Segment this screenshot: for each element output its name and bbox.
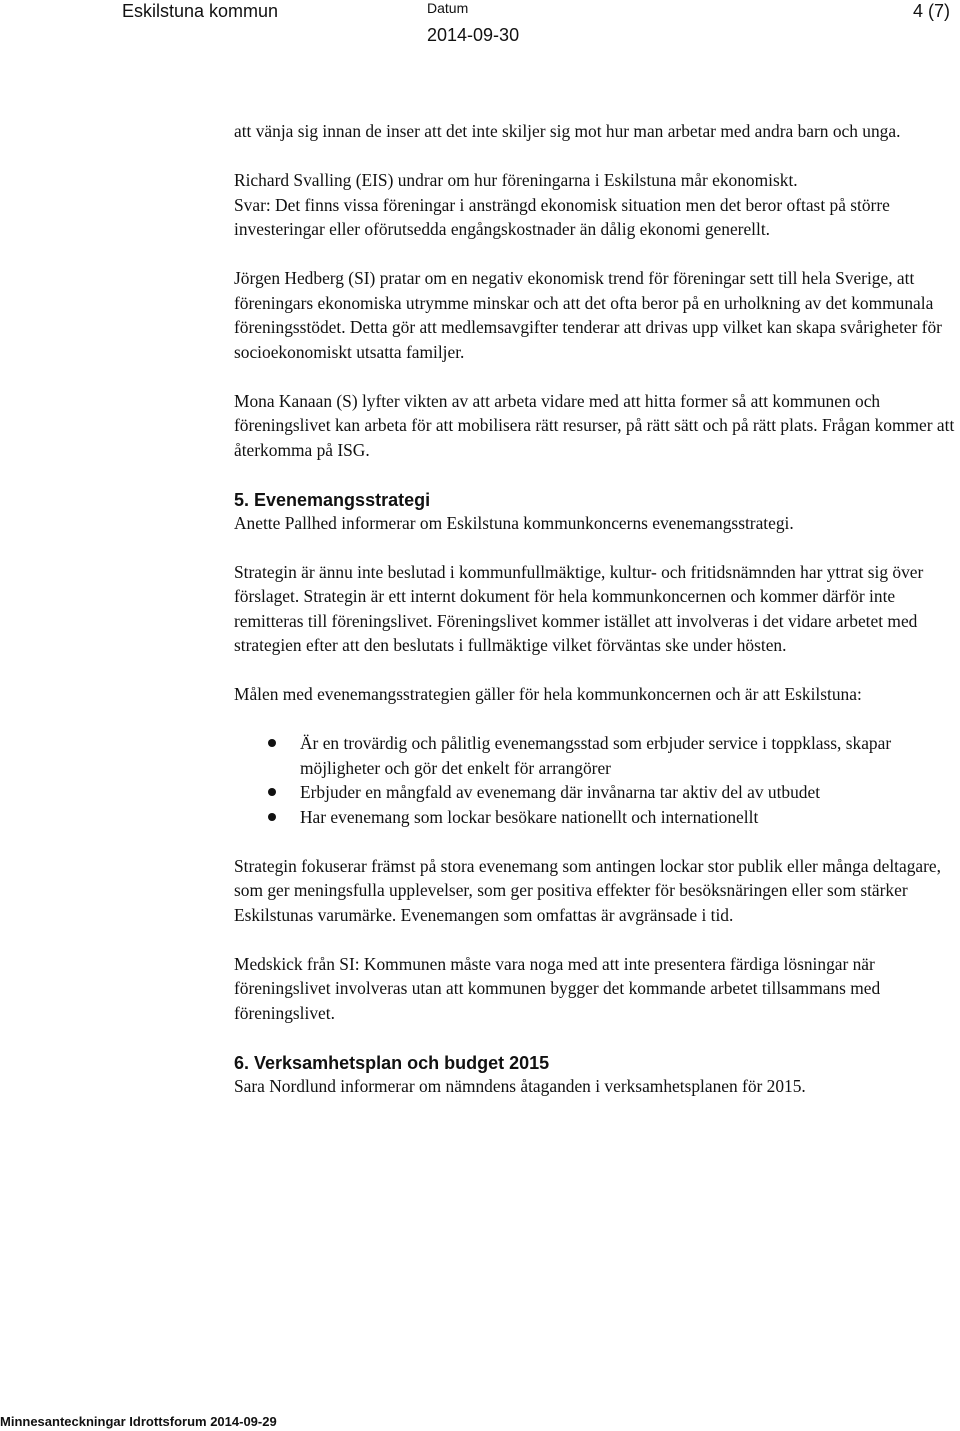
list-item-text: Är en trovärdig och pålitlig evenemangsstad som erbjuder service i toppklass, skapar möjligheter och gör det enkelt för arrangörer bbox=[300, 733, 892, 778]
organization-name: Eskilstuna kommun bbox=[122, 1, 279, 21]
paragraph: Strategin är ännu inte beslutad i kommunfullmäktige, kultur- och fritidsnämnden har yttrat sig över förslaget. Strategin är ett internt dokument för hela kommunkoncernen och kommer därför inte remitteras till föreningslivet. Föreningslivet kommer istället att involveras i det vidare arbetet med strategien efter att den beslutats i fullmäktige vilket förväntas ske under hösten. bbox=[234, 561, 924, 655]
page-footer: Minnesanteckningar Idrottsforum 2014-09-29 bbox=[0, 1414, 277, 1429]
document-date: 2014-09-30 bbox=[427, 25, 520, 45]
document-body bbox=[234, 119, 958, 1123]
paragraph: att vänja sig innan de inser att det inte skiljer sig mot hur man arbetar med andra barn och unga. bbox=[234, 121, 901, 141]
paragraph: Jörgen Hedberg (SI) pratar om en negativ ekonomisk trend för föreningar sett till hela Sverige, att föreningars ekonomiska utrymme minskar och att det ofta beror på en urholkning av det kommunala föreningsstödet. Detta gör att medlemsavgifter tenderar att drivas upp vilket kan skapa svårigheter för socioekonomiskt utsatta familjer. bbox=[234, 268, 942, 362]
paragraph: Sara Nordlund informerar om nämndens åtaganden i verksamhetsplanen för 2015. bbox=[234, 1075, 806, 1096]
paragraph: Strategin fokuserar främst på stora evenemang som antingen lockar stor publik eller många deltagare, som ger meningsfulla upplevelser, som ger positiva effekter för besöksnäringen eller som stärker Eskilstunas varumärke. Evenemangen som omfattas är avgränsade i tid. bbox=[234, 855, 941, 925]
paragraph: Mona Kanaan (S) lyfter vikten av att arbeta vidare med att hitta former så att kommunen och föreningslivet kan arbeta för att mobilisera rätt resurser, på rätt sätt och på rätt plats. Frågan kommer att återkomma på ISG. bbox=[234, 390, 955, 460]
paragraph: Målen med evenemangsstrategien gäller för hela kommunkoncernen och är att Eskilstuna: bbox=[234, 684, 862, 704]
section-heading: 6. Verksamhetsplan och budget 2015 bbox=[234, 1052, 550, 1073]
paragraph: Anette Pallhed informerar om Eskilstuna kommunkoncerns evenemangsstrategi. bbox=[234, 512, 794, 533]
goals-list bbox=[234, 731, 958, 829]
list-item bbox=[234, 731, 958, 780]
section-heading: 5. Evenemangsstrategi bbox=[234, 489, 431, 510]
page-number: 4 (7) bbox=[912, 1, 950, 21]
date-label: Datum bbox=[427, 0, 469, 16]
bullet-icon bbox=[268, 788, 276, 796]
paragraph: Richard Svalling (EIS) undrar om hur föreningarna i Eskilstuna mår ekonomiskt. bbox=[234, 170, 798, 190]
list-item bbox=[234, 805, 958, 830]
bullet-icon bbox=[268, 813, 276, 821]
paragraph: Svar: Det finns vissa föreningar i ansträngd ekonomisk situation men det beror oftast på större investeringar eller oförutsedda engångskostnader än dålig ekonomi generellt. bbox=[234, 194, 890, 239]
paragraph: Medskick från SI: Kommunen måste vara noga med att inte presentera färdiga lösningar när föreningslivet involveras utan att kommunen bygger det kommande arbetet tillsammans med föreningslivet. bbox=[234, 953, 881, 1023]
bullet-icon bbox=[268, 739, 276, 747]
list-item-text: Erbjuder en mångfald av evenemang där invånarna tar aktiv del av utbudet bbox=[300, 782, 821, 802]
page-header bbox=[0, 0, 960, 60]
list-item bbox=[234, 780, 958, 805]
list-item-text: Har evenemang som lockar besökare nationellt och internationellt bbox=[300, 806, 759, 827]
